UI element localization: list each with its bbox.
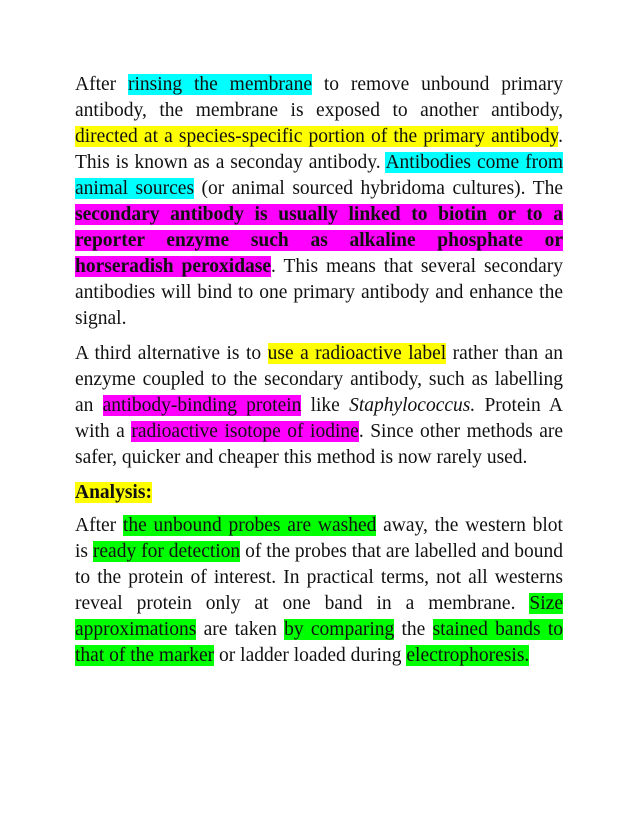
- text-segment: After: [75, 515, 123, 536]
- italic-text: Staphylococcus.: [349, 395, 476, 416]
- text-segment: away, the western blot is: [75, 515, 563, 562]
- text-segment: Protein A with a: [75, 395, 563, 442]
- highlighted-text: directed at a species-specific portion of the primary antibody: [75, 126, 559, 147]
- highlighted-text: radioactive isotope of iodine: [131, 421, 359, 442]
- highlighted-text: stained bands to that of the marker: [75, 619, 563, 666]
- paragraph-radioactive-label: [75, 341, 563, 471]
- section-heading: [75, 480, 563, 506]
- highlighted-text: by comparing: [284, 619, 395, 640]
- text-segment: A third alternative is to: [75, 343, 268, 364]
- text-segment: of the probes that are labelled and bound to the protein of interest. In practical terms, not all westerns reveal protein only at one band in a membrane.: [75, 541, 563, 614]
- text-segment: are taken: [196, 619, 285, 640]
- text-segment: (or animal sourced hybridoma cultures). The: [194, 178, 563, 199]
- highlighted-text: Antibodies come from animal sources: [75, 152, 563, 199]
- highlighted-text: ready for detection: [92, 541, 241, 562]
- paragraph-secondary-antibody: [75, 72, 563, 332]
- highlighted-text: electrophoresis.: [406, 645, 530, 666]
- text-segment: or ladder loaded during: [214, 645, 407, 666]
- text-segment: rather than an enzyme coupled to the secondary antibody, such as labelling an: [75, 343, 563, 416]
- text-segment: the: [394, 619, 433, 640]
- text-segment: After: [75, 74, 128, 95]
- paragraph-analysis: [75, 513, 563, 669]
- highlighted-text: the unbound probes are washed: [122, 515, 377, 536]
- highlighted-text: antibody-binding protein: [102, 395, 302, 416]
- highlighted-bold-text: secondary antibody is usually linked to biotin or to a reporter enzyme such as alkaline phosphate or horseradish peroxidase: [75, 204, 563, 277]
- text-segment: like: [301, 395, 350, 416]
- highlighted-text: use a radioactive label: [267, 343, 447, 364]
- text-segment: . This means that several secondary antibodies will bind to one primary antibody and enhance the signal.: [75, 256, 563, 329]
- text-segment: to remove unbound primary antibody, the membrane is exposed to another antibody,: [75, 74, 563, 121]
- highlighted-text: Size approximations: [75, 593, 563, 640]
- text-segment: . Since other methods are safer, quicker and cheaper this method is now rarely used.: [75, 421, 563, 468]
- document-page: [75, 72, 563, 678]
- highlighted-text: rinsing the membrane: [128, 74, 312, 95]
- text-segment: . This is known as a seconday antibody.: [75, 126, 563, 173]
- heading-text: Analysis:: [75, 482, 152, 503]
